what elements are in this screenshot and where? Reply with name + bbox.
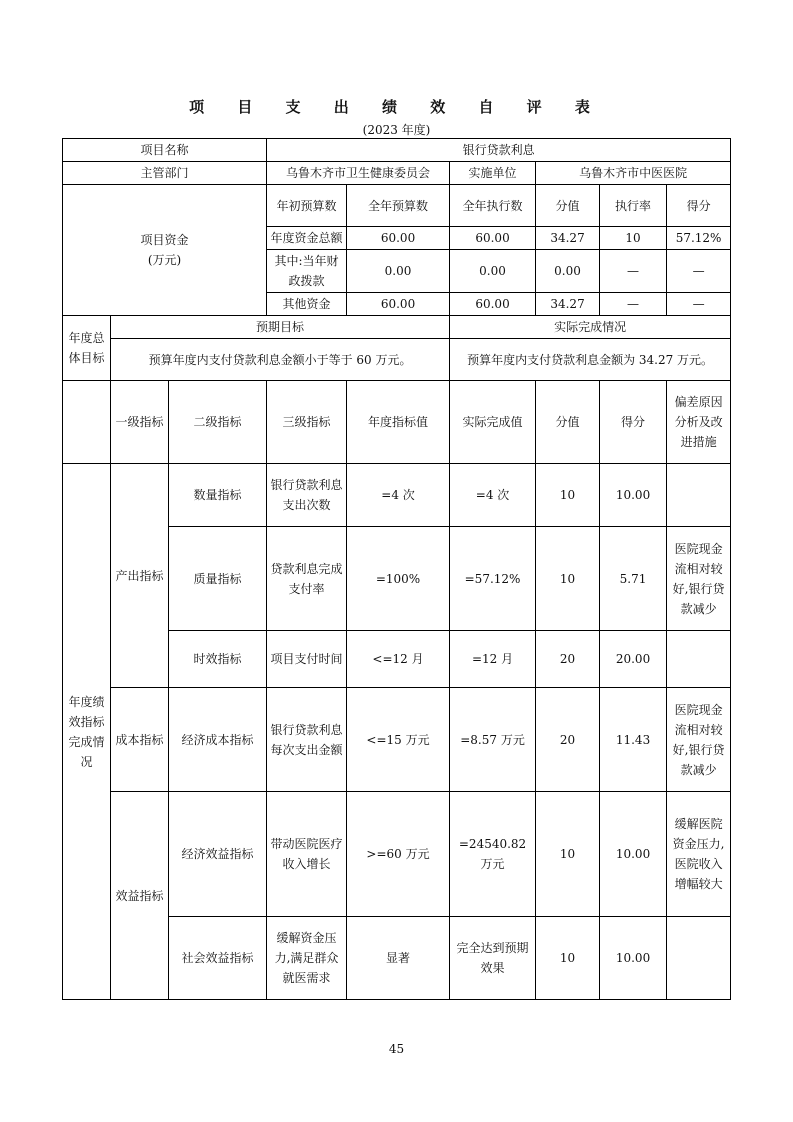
- deviation-note: 医院现金流相对较好,银行贷款减少: [667, 527, 731, 631]
- unit-value: 乌鲁木齐市中医医院: [536, 162, 731, 185]
- funds-col-header: 执行率: [600, 185, 667, 227]
- performance-table: [62, 138, 731, 1000]
- funds-label: [63, 185, 267, 316]
- funds-col-header: 分值: [536, 185, 600, 227]
- funds-cell: —: [667, 293, 731, 316]
- funds-row-label: 年度资金总额: [267, 227, 347, 250]
- funds-cell: 60.00: [450, 293, 536, 316]
- level2-indicator: 质量指标: [169, 527, 267, 631]
- target-value: =4 次: [347, 464, 450, 527]
- deviation-note: 医院现金流相对较好,银行贷款减少: [667, 688, 731, 792]
- funds-cell: 57.12%: [667, 227, 731, 250]
- level2-indicator: 数量指标: [169, 464, 267, 527]
- level3-indicator: 银行贷款利息每次支出金额: [267, 688, 347, 792]
- page-title: 项 目 支 出 绩 效 自 评 表: [189, 98, 604, 116]
- target-value: >=60 万元: [347, 792, 450, 917]
- project-name-value: 银行贷款利息: [267, 139, 731, 162]
- actual-value: =12 月: [450, 631, 536, 688]
- level3-indicator: 项目支付时间: [267, 631, 347, 688]
- funds-cell: —: [667, 250, 731, 293]
- actual-value: 完全达到预期效果: [450, 917, 536, 1000]
- target-value: 显著: [347, 917, 450, 1000]
- funds-cell: 60.00: [347, 227, 450, 250]
- funds-row-label: 其他资金: [267, 293, 347, 316]
- funds-cell: 34.27: [536, 227, 600, 250]
- score: 10.00: [600, 464, 667, 527]
- score: 20.00: [600, 631, 667, 688]
- indicator-header-row: [63, 381, 731, 464]
- indicator-row: [63, 464, 731, 527]
- score: 10.00: [600, 917, 667, 1000]
- target-value: <=12 月: [347, 631, 450, 688]
- score-value: 20: [536, 631, 600, 688]
- goals-header-row: [63, 316, 731, 339]
- page-number: 45: [388, 1042, 405, 1056]
- funds-col-header: 得分: [667, 185, 731, 227]
- deviation-note: [667, 464, 731, 527]
- indicator-row: [63, 688, 731, 792]
- unit-label: 实施单位: [450, 162, 536, 185]
- goals-expected: 预算年度内支付贷款利息金额小于等于 60 万元。: [111, 339, 450, 381]
- indicator-section-label: 年度绩效指标完成情况: [63, 464, 111, 1000]
- deviation-note: 缓解医院资金压力,医院收入增幅较大: [667, 792, 731, 917]
- score-value: 10: [536, 917, 600, 1000]
- indicator-col-header: 一级指标: [111, 381, 169, 464]
- indicator-col-header: 分值: [536, 381, 600, 464]
- funds-col-header: 全年执行数: [450, 185, 536, 227]
- level3-indicator: 贷款利息完成支付率: [267, 527, 347, 631]
- actual-value: =8.57 万元: [450, 688, 536, 792]
- funds-cell: 0.00: [536, 250, 600, 293]
- funds-col-header: 全年预算数: [347, 185, 450, 227]
- funds-header-row: [63, 185, 731, 227]
- level2-indicator: 时效指标: [169, 631, 267, 688]
- score-value: 20: [536, 688, 600, 792]
- indicator-col-header: 得分: [600, 381, 667, 464]
- dept-label: 主管部门: [63, 162, 267, 185]
- deviation-note: [667, 917, 731, 1000]
- level3-indicator: 缓解资金压力,满足群众就医需求: [267, 917, 347, 1000]
- row-department: [63, 162, 731, 185]
- funds-cell: 0.00: [450, 250, 536, 293]
- funds-cell: 34.27: [536, 293, 600, 316]
- target-value: <=15 万元: [347, 688, 450, 792]
- score: 5.71: [600, 527, 667, 631]
- actual-value: =24540.82 万元: [450, 792, 536, 917]
- level3-indicator: 带动医院医疗收入增长: [267, 792, 347, 917]
- project-name-label: 项目名称: [63, 139, 267, 162]
- level1-indicator: 效益指标: [111, 792, 169, 1000]
- report-year: (2023 年度): [362, 123, 431, 137]
- indicator-row: [63, 792, 731, 917]
- row-project-name: [63, 139, 731, 162]
- funds-cell: 10: [600, 227, 667, 250]
- level1-indicator: 成本指标: [111, 688, 169, 792]
- goals-actual: 预算年度内支付贷款利息金额为 34.27 万元。: [450, 339, 731, 381]
- funds-col-header: 年初预算数: [267, 185, 347, 227]
- level2-indicator: 经济效益指标: [169, 792, 267, 917]
- dept-value: 乌鲁木齐市卫生健康委员会: [267, 162, 450, 185]
- actual-value: =4 次: [450, 464, 536, 527]
- indicator-col-header: 三级指标: [267, 381, 347, 464]
- actual-value: =57.12%: [450, 527, 536, 631]
- score-value: 10: [536, 464, 600, 527]
- goals-expected-header: 预期目标: [111, 316, 450, 339]
- funds-cell: 0.00: [347, 250, 450, 293]
- goals-content-row: [63, 339, 731, 381]
- score-value: 10: [536, 527, 600, 631]
- indicator-col-header: 实际完成值: [450, 381, 536, 464]
- level2-indicator: 社会效益指标: [169, 917, 267, 1000]
- level3-indicator: 银行贷款利息支出次数: [267, 464, 347, 527]
- indicator-col-header: 偏差原因分析及改进措施: [667, 381, 731, 464]
- funds-cell: 60.00: [347, 293, 450, 316]
- funds-label-unit: (万元): [147, 253, 182, 267]
- funds-label-main: 项目资金: [140, 233, 189, 247]
- indicator-col-header: 年度指标值: [347, 381, 450, 464]
- funds-cell: —: [600, 293, 667, 316]
- score: 10.00: [600, 792, 667, 917]
- goals-label: 年度总体目标: [63, 316, 111, 381]
- funds-cell: —: [600, 250, 667, 293]
- level2-indicator: 经济成本指标: [169, 688, 267, 792]
- indicator-col-header: 二级指标: [169, 381, 267, 464]
- level1-indicator: 产出指标: [111, 464, 169, 688]
- score-value: 10: [536, 792, 600, 917]
- goals-actual-header: 实际完成情况: [450, 316, 731, 339]
- indicator-section-blank: [63, 381, 111, 464]
- funds-row-label: 其中:当年财政拨款: [267, 250, 347, 293]
- score: 11.43: [600, 688, 667, 792]
- funds-cell: 60.00: [450, 227, 536, 250]
- target-value: =100%: [347, 527, 450, 631]
- deviation-note: [667, 631, 731, 688]
